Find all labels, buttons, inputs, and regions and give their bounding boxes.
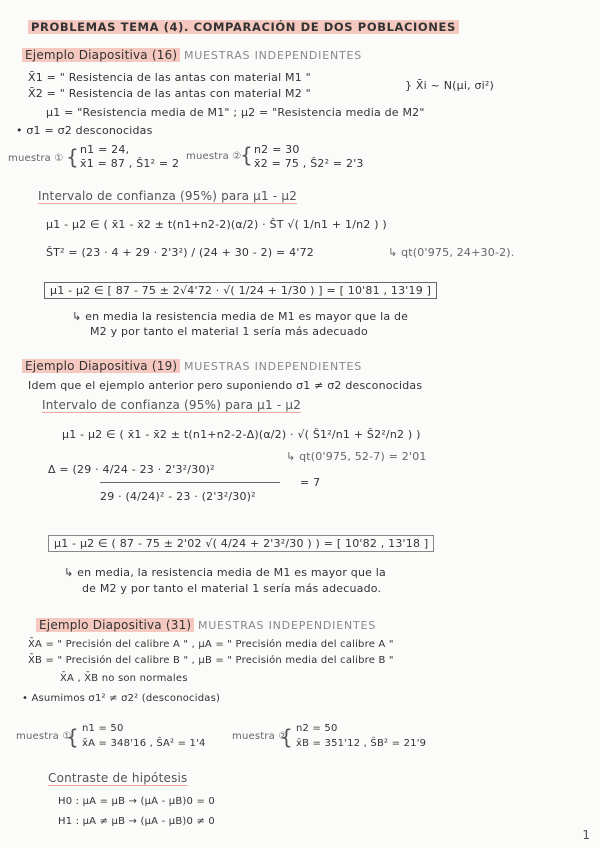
ex3-sample2-label: muestra ②	[232, 731, 288, 742]
page-number: 1	[582, 828, 590, 842]
ex3-sample2-stats: x̄B = 351'12 , ŜB² = 21'9	[296, 738, 427, 749]
ex2-qt-note: ↳ qt(0'975, 52-7) = 2'01	[286, 450, 427, 463]
ex3-assumption: • Asumimos σ1² ≠ σ2² (desconocidas)	[22, 693, 221, 704]
ex2-intro: Idem que el ejemplo anterior pero suponiendo σ1 ≠ σ2 desconocidas	[28, 379, 423, 392]
ex2-delta-denominator: 29 · (4/24)² - 23 · (2'3²/30)²	[100, 490, 256, 503]
ex1-conclusion-1: ↳ en media la resistencia media de M1 es mayor que la de	[72, 310, 409, 323]
ex1-sample1-stats: x̄1 = 87 , Ŝ1² = 2	[80, 157, 180, 170]
ex1-ci-title: Intervalo de confianza (95%) para μ1 - μ2	[38, 189, 298, 203]
brace-icon: {	[66, 145, 79, 169]
ex3-def-a: X̄A = " Precisión del calibre A " , μA = " Precisión media del calibre A "	[28, 639, 394, 650]
ex1-heading: Ejemplo Diapositiva (16) MUESTRAS INDEPENDIENTES	[22, 48, 362, 63]
ex1-conclusion-2: M2 y por tanto el material 1 sería más adecuado	[90, 325, 368, 338]
ex2-heading: Ejemplo Diapositiva (19) MUESTRAS INDEPENDIENTES	[22, 359, 362, 374]
ex3-not-normal: X̄A , X̄B no son normales	[60, 673, 188, 684]
ex3-h0: H0 : μA = μB → (μA - μB)0 = 0	[58, 796, 215, 807]
ex2-result: μ1 - μ2 ∈ ( 87 - 75 ± 2'02 √( 4/24 + 2'3²/30 ) ) = [ 10'82 , 13'18 ]	[48, 537, 434, 551]
ex3-sample2-n: n2 = 50	[296, 723, 338, 734]
ex1-sample2-stats: x̄2 = 75 , Ŝ2² = 2'3	[254, 157, 364, 170]
page-title: PROBLEMAS TEMA (4). COMPARACIÓN DE DOS POBLACIONES	[28, 20, 459, 35]
ex1-def1: X̄1 = " Resistencia de las antas con material M1 "	[28, 71, 311, 84]
ex1-st-formula: ŜT² = (23 · 4 + 29 · 2'3²) / (24 + 30 - 2) = 4'72	[46, 246, 314, 259]
ex2-conclusion-2: de M2 y por tanto el material 1 sería más adecuado.	[82, 582, 382, 595]
brace-icon: {	[280, 725, 293, 749]
ex2-delta-numerator: Δ = (29 · 4/24 - 23 · 2'3²/30)²	[48, 463, 215, 476]
ex3-sample1-n: n1 = 50	[82, 723, 124, 734]
ex1-sample1-label: muestra ①	[8, 153, 64, 164]
ex1-distribution: } X̄i ~ N(μi, σi²)	[405, 79, 494, 92]
ex3-test-title: Contraste de hipótesis	[48, 771, 188, 785]
ex2-conclusion-1: ↳ en media, la resistencia media de M1 es mayor que la	[64, 566, 386, 579]
ex3-heading: Ejemplo Diapositiva (31) MUESTRAS INDEPENDIENTES	[36, 618, 376, 633]
ex1-means: μ1 = "Resistencia media de M1" ; μ2 = "Resistencia media de M2"	[46, 106, 425, 119]
ex1-assumption: • σ1 = σ2 desconocidas	[16, 124, 153, 137]
ex3-h1: H1 : μA ≠ μB → (μA - μB)0 ≠ 0	[58, 816, 215, 827]
brace-icon: {	[66, 725, 79, 749]
ex3-def-b: X̄B = " Precisión del calibre B " , μB = " Precisión media del calibre B "	[28, 655, 394, 666]
ex3-sample1-stats: x̄A = 348'16 , ŜA² = 1'4	[82, 738, 206, 749]
ex2-ci-title: Intervalo de confianza (95%) para μ1 - μ2	[42, 398, 302, 412]
ex1-sample2-n: n2 = 30	[254, 143, 300, 156]
ex1-qt-note: ↳ qt(0'975, 24+30-2).	[388, 246, 515, 259]
ex1-sample1-n: n1 = 24,	[80, 143, 130, 156]
ex2-ci-formula: μ1 - μ2 ∈ ( x̄1 - x̄2 ± t(n1+n2-2-Δ)(α/2) · √( Ŝ1²/n1 + Ŝ2²/n2 ) )	[62, 428, 421, 441]
ex2-delta-value: = 7	[300, 476, 321, 489]
ex1-ci-formula: μ1 - μ2 ∈ ( x̄1 - x̄2 ± t(n1+n2-2)(α/2) · ŜT √( 1/n1 + 1/n2 ) )	[46, 218, 387, 231]
fraction-bar	[100, 482, 280, 483]
ex3-sample1-label: muestra ①	[16, 731, 72, 742]
ex1-sample2-label: muestra ②	[186, 151, 242, 162]
brace-icon: {	[240, 143, 253, 167]
ex1-def2: X̄2 = " Resistencia de las antas con material M2 "	[28, 87, 311, 100]
ex1-result: μ1 - μ2 ∈ [ 87 - 75 ± 2√4'72 · √( 1/24 + 1/30 ) ] = [ 10'81 , 13'19 ]	[44, 284, 437, 298]
